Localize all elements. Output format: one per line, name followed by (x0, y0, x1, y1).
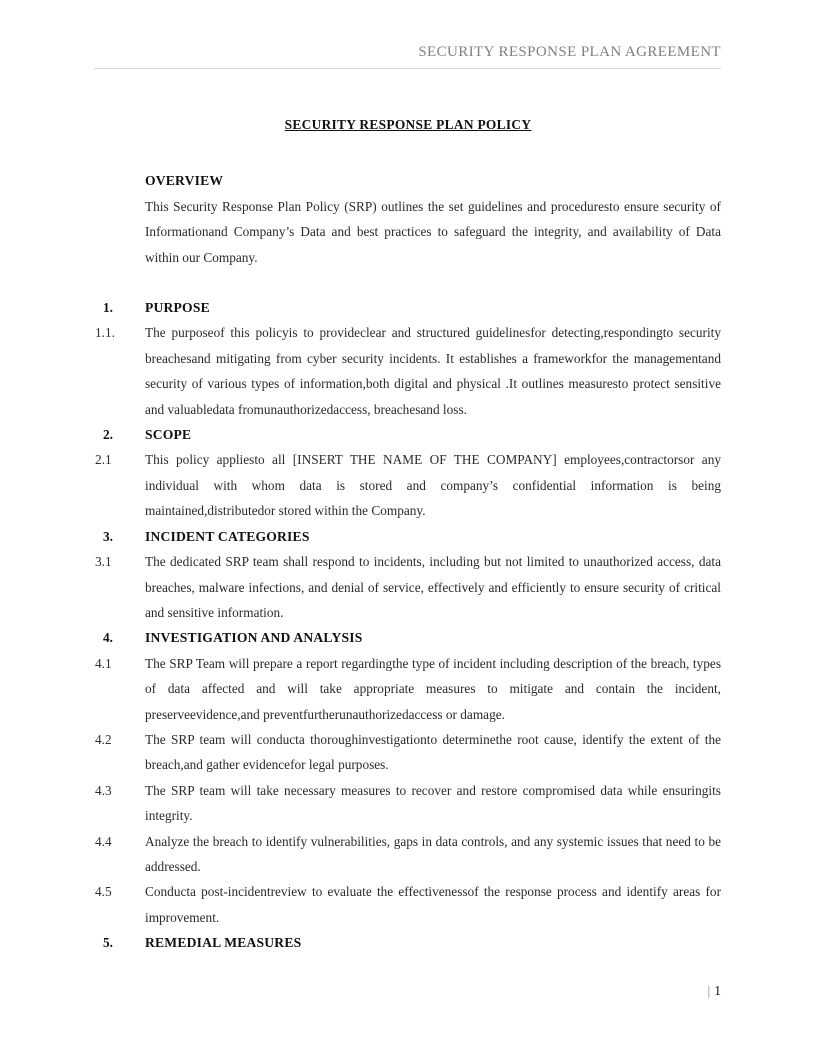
clause-text: This policy appliesto all [INSERT THE NAME OF THE COMPANY] employees,contractorsor any individual with whom data is stored and company’s confidential information is being maintained,distributedor stored within the Company. (145, 452, 721, 519)
clause-text: Analyze the breach to identify vulnerabilities, gaps in data controls, and any systemic issues that need to be addressed. (145, 833, 721, 874)
clause-row (95, 320, 721, 422)
clause-row (95, 879, 721, 930)
page-number-separator: | (707, 983, 711, 998)
clause-row (95, 549, 721, 625)
clause-number: 4.5 (95, 884, 112, 900)
section-heading-row (95, 295, 721, 320)
clause-text: The dedicated SRP team shall respond to incidents, including but not limited to unauthorized access, data breaches, malware infections, and denial of service, effectively and efficiently to ensure security of critical and sensitive information. (145, 554, 721, 620)
clause-text: The purposeof this policyis to provideclear and structured guidelinesfor detecting,respondingto security breachesand mitigating from cyber security incidents. It establishes a frameworkfor the managementand security of various types of information,both digital and physical .It outlines measuresto protect sensitive and valuabledata fromunauthorizedaccess, breachesand loss. (145, 325, 721, 417)
document-body (95, 112, 721, 956)
clause-text: Conducta post-incidentreview to evaluate the effectivenessof the response process and identify areas for improvement. (145, 884, 721, 925)
page-header (94, 44, 721, 69)
overview-heading: OVERVIEW (145, 173, 224, 189)
clause-number: 2.1 (95, 452, 112, 468)
clause-row (95, 447, 721, 523)
page-footer (708, 983, 721, 999)
section-number: 1. (103, 300, 113, 316)
clause-number: 1.1. (95, 325, 115, 341)
section-heading-row (95, 422, 721, 447)
clause-row (95, 651, 721, 727)
clause-text: The SRP team will conducta thoroughinvestigationto determinethe root cause, identify the extent of the breach,and gather evidencefor legal purposes. (145, 731, 721, 773)
clause-row (95, 829, 721, 880)
section-title: REMEDIAL MEASURES (145, 935, 302, 951)
section-number: 4. (103, 630, 113, 646)
clause-number: 3.1 (95, 554, 112, 570)
clause-row (95, 778, 721, 829)
section-heading-row (95, 930, 721, 955)
clause-text: The SRP team will take necessary measures to recover and restore compromised data while ensuringits integrity. (145, 782, 721, 824)
section-number: 3. (103, 528, 113, 544)
section-title: INVESTIGATION AND ANALYSIS (145, 630, 363, 646)
section-number: 2. (103, 427, 113, 443)
clause-number: 4.4 (95, 833, 112, 849)
page-number: 1 (714, 983, 721, 998)
section-heading-row (95, 625, 721, 650)
clause-number: 4.3 (95, 782, 112, 798)
sections-list (95, 295, 721, 956)
overview-section (95, 168, 721, 270)
section-title: SCOPE (145, 427, 192, 443)
clause-number: 4.2 (95, 731, 112, 747)
section-heading-row (95, 524, 721, 549)
overview-paragraph: This Security Response Plan Policy (SRP) outlines the set guidelines and proceduresto ensure security of Informationand Company’s Data and best practices to safeguard the integrity, and availability of Data within our Company. (145, 198, 721, 265)
clause-number: 4.1 (95, 655, 112, 671)
document-title-text: SECURITY RESPONSE PLAN POLICY (284, 117, 532, 132)
section-number: 5. (103, 935, 113, 951)
section-title: PURPOSE (145, 300, 210, 316)
section-title: INCIDENT CATEGORIES (145, 528, 310, 544)
clause-text: The SRP Team will prepare a report regardingthe type of incident including description of the breach, types of data affected and will take appropriate measures to mitigate and contain the incident, preserveevidence,and preventfurtherunauthorizedaccess or damage. (145, 655, 721, 722)
running-header-title: SECURITY RESPONSE PLAN AGREEMENT (418, 44, 721, 60)
document-title (95, 112, 721, 137)
clause-row (95, 727, 721, 778)
